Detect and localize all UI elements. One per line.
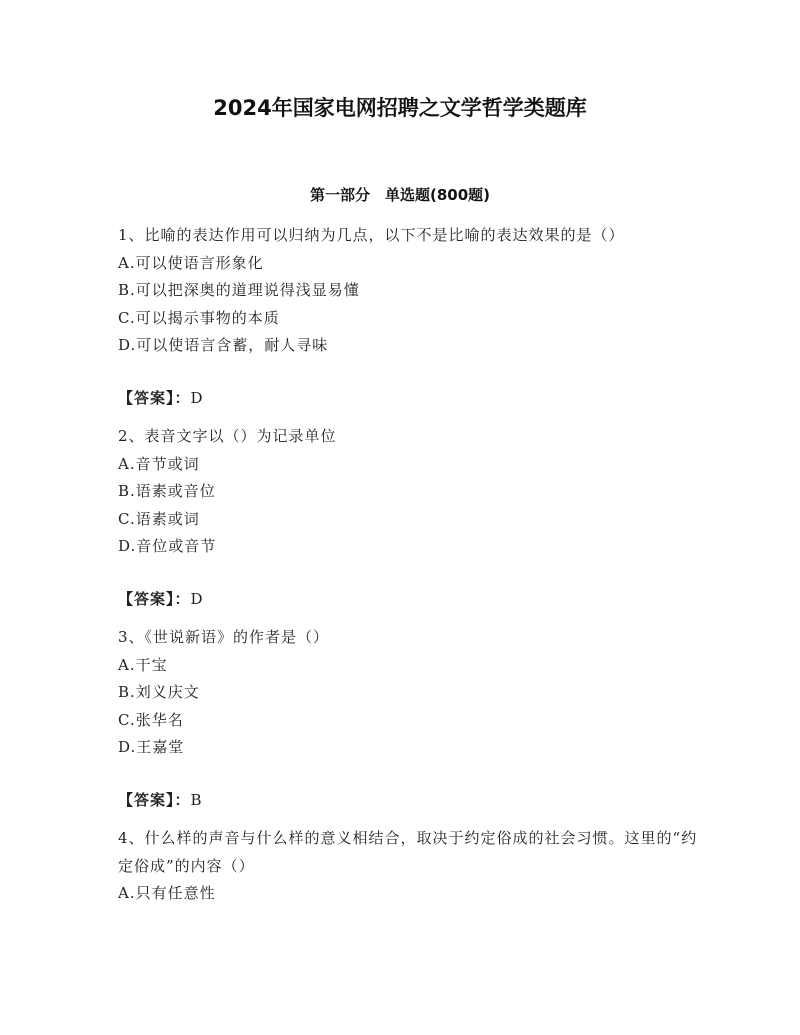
answer-value: B [190, 790, 203, 809]
question-item [118, 825, 698, 908]
option-a: A.可以使语言形象化 [118, 253, 264, 272]
question-item [118, 222, 698, 412]
question-stem: 4、什么样的声音与什么样的意义相结合，取决于约定俗成的社会习惯。这里的“约定俗成”的内容（） [118, 829, 698, 875]
answer-value: D [190, 589, 204, 608]
answer-label: 【答案】： [118, 589, 191, 608]
option-d: D.可以使语言含蓄，耐人寻味 [118, 336, 329, 354]
answer-label: 【答案】： [118, 388, 191, 407]
option-d: D.王嘉堂 [118, 738, 185, 756]
option-b: B.可以把深奥的道理说得浅显易懂 [118, 281, 360, 299]
question-item [118, 624, 698, 814]
question-stem: 1、比喻的表达作用可以归纳为几点，以下不是比喻的表达效果的是（） [118, 226, 625, 244]
answer-line [118, 787, 698, 815]
option-a: A.干宝 [118, 655, 168, 674]
section-title: 第一部分 单选题(800题) [309, 186, 491, 204]
document-title: 2024年国家电网招聘之文学哲学类题库 [213, 96, 587, 120]
answer-label: 【答案】： [118, 790, 191, 809]
answer-value: D [190, 388, 204, 407]
question-item [118, 423, 698, 613]
option-c: C.张华名 [118, 710, 184, 729]
question-stem: 3、《世说新语》的作者是（） [118, 628, 330, 646]
option-d: D.音位或音节 [118, 537, 217, 555]
option-a: A.音节或词 [118, 454, 200, 473]
option-b: B.语素或音位 [118, 482, 216, 500]
option-a: A.只有任意性 [118, 884, 216, 902]
answer-line [118, 586, 698, 614]
question-list [118, 222, 698, 908]
option-b: B.刘义庆文 [118, 683, 200, 701]
option-c: C.可以揭示事物的本质 [118, 308, 280, 327]
answer-line [118, 385, 698, 413]
question-stem: 2、表音文字以（）为记录单位 [118, 427, 337, 445]
option-c: C.语素或词 [118, 509, 200, 528]
